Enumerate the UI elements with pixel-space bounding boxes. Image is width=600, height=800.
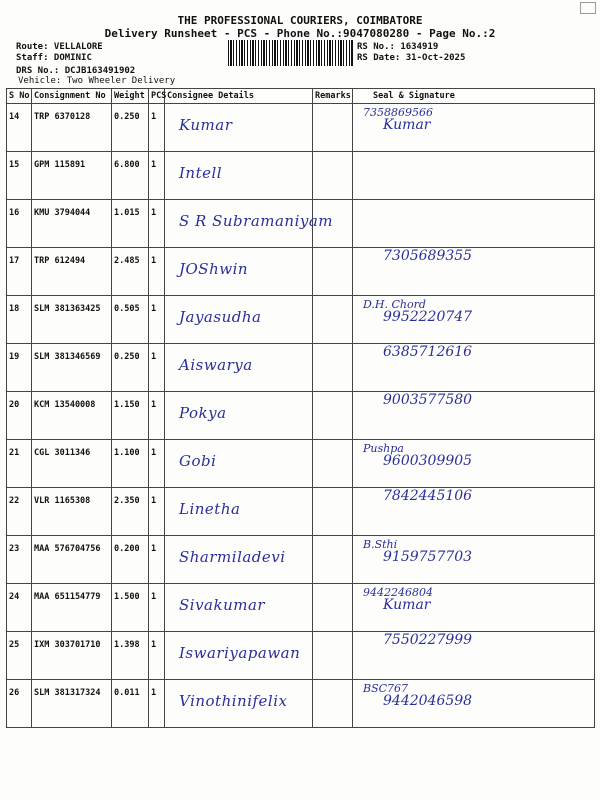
cell-signature xyxy=(353,248,595,296)
staff-label: Staff: DOMINIC xyxy=(16,53,92,63)
cell-weight: 0.011 xyxy=(112,680,149,728)
table-row xyxy=(7,392,595,440)
cell-sno: 16 xyxy=(7,200,32,248)
cell-sno: 20 xyxy=(7,392,32,440)
cell-sno: 26 xyxy=(7,680,32,728)
col-sno: S No xyxy=(7,89,32,104)
cell-signature xyxy=(353,344,595,392)
signature-line-2: 7305689355 xyxy=(383,248,473,264)
col-weight: Weight xyxy=(112,89,149,104)
consignee-handwriting: Iswariyapawan xyxy=(179,644,301,662)
signature-line-1: D.H. Chord xyxy=(363,298,426,311)
cell-consignee xyxy=(165,248,313,296)
cell-signature xyxy=(353,152,595,200)
cell-pcs: 1 xyxy=(149,632,165,680)
cell-pcs: 1 xyxy=(149,488,165,536)
signature-line-2: Kumar xyxy=(383,597,431,613)
cell-consignment: KCM 13540008 xyxy=(32,392,112,440)
cell-consignment: GPM 115891 xyxy=(32,152,112,200)
cell-consignment: IXM 303701710 xyxy=(32,632,112,680)
cell-weight: 0.505 xyxy=(112,296,149,344)
cell-pcs: 1 xyxy=(149,392,165,440)
consignee-handwriting: S R Subramaniyam xyxy=(179,212,334,230)
col-pcs: PCS xyxy=(149,89,165,104)
cell-consignee xyxy=(165,584,313,632)
table-row xyxy=(7,248,595,296)
cell-consignee xyxy=(165,104,313,152)
cell-sno: 22 xyxy=(7,488,32,536)
cell-weight: 1.015 xyxy=(112,200,149,248)
cell-remarks xyxy=(313,536,353,584)
cell-signature xyxy=(353,536,595,584)
cell-consignee xyxy=(165,536,313,584)
signature-line-2: 9600309905 xyxy=(383,453,473,469)
cell-sno: 25 xyxy=(7,632,32,680)
table-row xyxy=(7,200,595,248)
col-consignment: Consignment No xyxy=(32,89,112,104)
consignee-handwriting: Vinothinifelix xyxy=(179,692,288,710)
signature-line-2: 7550227999 xyxy=(383,632,473,648)
cell-remarks xyxy=(313,632,353,680)
table-row xyxy=(7,104,595,152)
cell-sno: 18 xyxy=(7,296,32,344)
cell-consignee xyxy=(165,488,313,536)
table-row xyxy=(7,536,595,584)
cell-weight: 6.800 xyxy=(112,152,149,200)
cell-sno: 23 xyxy=(7,536,32,584)
barcode xyxy=(228,40,353,66)
cell-consignee xyxy=(165,392,313,440)
signature-line-1: BSC767 xyxy=(363,682,409,695)
cell-weight: 1.150 xyxy=(112,392,149,440)
cell-remarks xyxy=(313,584,353,632)
cell-signature xyxy=(353,104,595,152)
consignee-handwriting: Aiswarya xyxy=(179,356,253,374)
cell-weight: 1.500 xyxy=(112,584,149,632)
vehicle-label: Vehicle: Two Wheeler Delivery xyxy=(18,76,176,86)
signature-line-2: Kumar xyxy=(383,117,431,133)
table-row xyxy=(7,632,595,680)
cell-signature xyxy=(353,680,595,728)
drs-number: DRS No.: DCJB163491902 xyxy=(16,66,136,76)
cell-weight: 1.398 xyxy=(112,632,149,680)
cell-remarks xyxy=(313,344,353,392)
rs-date: RS Date: 31-Oct-2025 xyxy=(357,53,466,63)
cell-consignee xyxy=(165,632,313,680)
table-row xyxy=(7,344,595,392)
cell-consignee xyxy=(165,440,313,488)
cell-sno: 19 xyxy=(7,344,32,392)
table-row xyxy=(7,680,595,728)
cell-remarks xyxy=(313,152,353,200)
cell-consignment: TRP 612494 xyxy=(32,248,112,296)
cell-consignee xyxy=(165,680,313,728)
cell-sno: 17 xyxy=(7,248,32,296)
cell-remarks xyxy=(313,104,353,152)
consignee-handwriting: Linetha xyxy=(179,500,241,518)
cell-pcs: 1 xyxy=(149,296,165,344)
cell-weight: 0.250 xyxy=(112,104,149,152)
cell-pcs: 1 xyxy=(149,536,165,584)
cell-weight: 2.350 xyxy=(112,488,149,536)
corner-mark xyxy=(580,2,596,14)
cell-signature xyxy=(353,488,595,536)
cell-pcs: 1 xyxy=(149,248,165,296)
consignee-handwriting: Jayasudha xyxy=(179,308,262,326)
signature-line-1: B.Sthi xyxy=(363,538,398,551)
col-remarks: Remarks xyxy=(313,89,353,104)
consignee-handwriting: JOShwin xyxy=(179,260,249,278)
signature-line-2: 9952220747 xyxy=(383,309,473,325)
cell-pcs: 1 xyxy=(149,104,165,152)
route-label: Route: VELLALORE xyxy=(16,42,103,52)
signature-line-2: 9442046598 xyxy=(383,693,473,709)
cell-consignee xyxy=(165,344,313,392)
cell-sno: 14 xyxy=(7,104,32,152)
signature-line-2: 9003577580 xyxy=(383,392,473,408)
signature-line-2: 7842445106 xyxy=(383,488,473,504)
signature-line-1: Pushpa xyxy=(363,442,404,455)
cell-signature xyxy=(353,584,595,632)
rs-number: RS No.: 1634919 xyxy=(357,42,439,52)
cell-consignment: VLR 1165308 xyxy=(32,488,112,536)
cell-consignee xyxy=(165,200,334,248)
cell-signature xyxy=(353,392,595,440)
cell-pcs: 1 xyxy=(149,344,165,392)
consignee-handwriting: Sivakumar xyxy=(179,596,266,614)
cell-consignment: CGL 3011346 xyxy=(32,440,112,488)
cell-consignment: TRP 6370128 xyxy=(32,104,112,152)
consignee-handwriting: Sharmiladevi xyxy=(179,548,286,566)
cell-weight: 0.250 xyxy=(112,344,149,392)
consignee-handwriting: Pokya xyxy=(179,404,227,422)
signature-line-2: 6385712616 xyxy=(383,344,473,360)
col-signature: Seal & Signature xyxy=(353,89,595,104)
cell-signature xyxy=(353,296,595,344)
cell-weight: 0.200 xyxy=(112,536,149,584)
table-row xyxy=(7,296,595,344)
cell-sno: 21 xyxy=(7,440,32,488)
cell-remarks xyxy=(313,296,353,344)
cell-weight: 2.485 xyxy=(112,248,149,296)
cell-pcs: 1 xyxy=(149,680,165,728)
cell-signature xyxy=(353,440,595,488)
signature-line-1: 9442246804 xyxy=(363,586,433,599)
cell-signature xyxy=(353,632,595,680)
document-subtitle: Delivery Runsheet - PCS - Phone No.:9047080280 - Page No.:2 xyxy=(104,27,496,40)
cell-consignment: SLM 381346569 xyxy=(32,344,112,392)
document-title: THE PROFESSIONAL COURIERS, COIMBATORE xyxy=(177,14,423,27)
cell-sno: 15 xyxy=(7,152,32,200)
table-row xyxy=(7,440,595,488)
cell-remarks xyxy=(313,440,353,488)
cell-pcs: 1 xyxy=(149,584,165,632)
cell-consignment: MAA 651154779 xyxy=(32,584,112,632)
cell-pcs: 1 xyxy=(149,440,165,488)
cell-pcs: 1 xyxy=(149,200,165,248)
table-row xyxy=(7,152,595,200)
cell-consignee xyxy=(165,152,313,200)
cell-weight: 1.100 xyxy=(112,440,149,488)
cell-consignment: KMU 3794044 xyxy=(32,200,112,248)
cell-pcs: 1 xyxy=(149,152,165,200)
signature-line-1: 7358869566 xyxy=(363,106,433,119)
cell-consignment: MAA 576704756 xyxy=(32,536,112,584)
consignee-handwriting: Kumar xyxy=(179,116,233,134)
cell-consignment: SLM 381363425 xyxy=(32,296,112,344)
cell-remarks xyxy=(313,488,353,536)
cell-remarks xyxy=(313,392,353,440)
table-header-row xyxy=(7,89,595,104)
table-row xyxy=(7,488,595,536)
cell-sno: 24 xyxy=(7,584,32,632)
cell-consignment: SLM 381317324 xyxy=(32,680,112,728)
cell-consignee xyxy=(165,296,313,344)
signature-line-2: 9159757703 xyxy=(383,549,473,565)
runsheet-table xyxy=(6,88,595,728)
cell-remarks xyxy=(313,248,353,296)
col-consignee: Consignee Details xyxy=(165,89,313,104)
cell-signature xyxy=(353,200,595,248)
cell-remarks xyxy=(313,680,353,728)
table-row xyxy=(7,584,595,632)
consignee-handwriting: Gobi xyxy=(179,452,217,470)
consignee-handwriting: Intell xyxy=(179,164,223,182)
